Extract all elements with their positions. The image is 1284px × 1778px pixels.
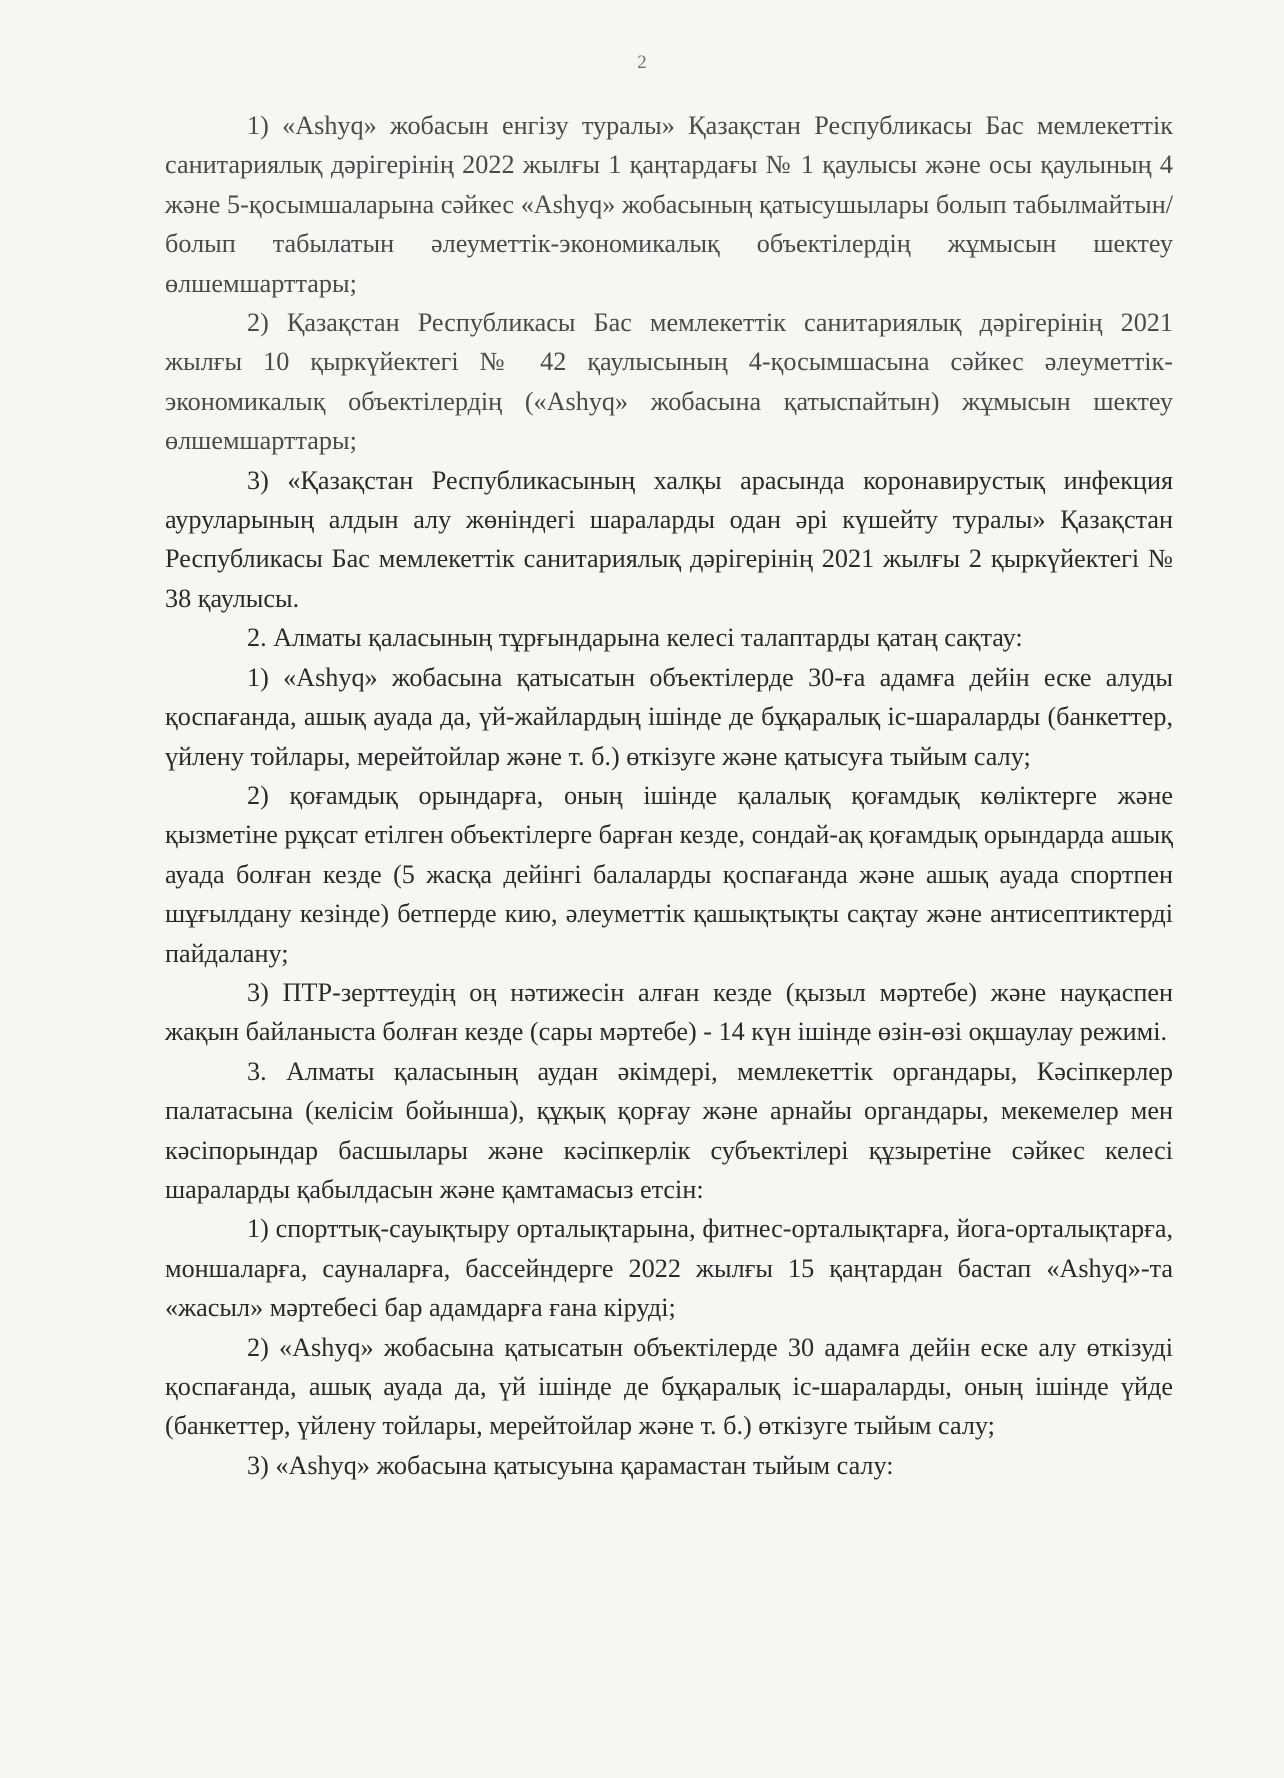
paragraph-mask-distance: 2) қоғамдық орындарға, оның ішінде қалалық қоғамдық көліктерге және қызметіне рұқсат етілген объектілерге барған кезде, сондай-ақ қоғамдық орындарда ашық ауада болған кезде (5 жасқа дейінгі балаларды қоспағанда және ашық ауада спортпен шұғылдану кезінде) бетперде кию, әлеуметтік қашықтықты сақтау және антисептиктерді пайдалану; <box>165 780 1173 968</box>
paragraph-home-events-ban: 2) «Ashyq» жобасына қатысатын объектілерде 30 адамға дейін еске алу өткізуді қоспағанда, ашық ауада да, үй ішінде де бұқаралық іс-шараларды, оның ішінде үйде (банкеттер, үйлену тойлары, мерейтойлар және т. б.) өткізуге тыйым салу; <box>165 1332 1173 1441</box>
paragraph-criteria-decree-42: 2) Қазақстан Республикасы Бас мемлекеттік санитариялық дәрігерінің 2021 жылғы 10 қыркүйектегі № 42 қаулысының 4-қосымшасына сәйкес әлеуметтік-экономикалық объектілердің («Ashyq» жобасына қатыспайтын) жұмысын шектеу өлшемшарттары; <box>165 308 1173 456</box>
document-body <box>165 106 1173 1485</box>
paragraph-criteria-ashyq: 1) «Ashyq» жобасын енгізу туралы» Қазақстан Республикасы Бас мемлекеттік санитариялық дәрігерінің 2022 жылғы 1 қаңтардағы № 1 қаулысы және осы қаулының 4 және 5-қосымшаларына сәйкес «Ashyq» жобасының қатысушылары болып табылмайтын/болып табылатын әлеуметтік-экономикалық объектілердің жұмысын шектеу өлшемшарттары; <box>165 111 1173 298</box>
page-number: 2 <box>637 52 647 73</box>
paragraph-ban-regardless: 3) «Ashyq» жобасына қатысуына қарамастан тыйым салу: <box>247 1450 894 1480</box>
paragraph-decree-38: 3) «Қазақстан Республикасының халқы арасында коронавирустық инфекция ауруларының алдын алу жөніндегі шараларды одан әрі күшейту туралы» Қазақстан Республикасы Бас мемлекеттік санитариялық дәрігерінің 2021 жылғы 2 қыркүйектегі № 38 қаулысы. <box>165 465 1173 613</box>
paragraph-section-2-heading: 2. Алматы қаласының тұрғындарына келесі талаптарды қатаң сақтау: <box>247 623 1023 653</box>
paragraph-section-3-heading: 3. Алматы қаласының аудан әкімдері, мемлекеттік органдары, Кәсіпкерлер палатасына (келісім бойынша), құқық қорғау және арнайы органдары, мекемелер мен кәсіпорындар басшылары және кәсіпкерлік субъектілері құзыретіне сәйкес келесі шараларды қабылдасын және қамтамасыз етсін: <box>165 1056 1173 1204</box>
paragraph-mass-events-ban: 1) «Ashyq» жобасына қатысатын объектілерде 30-ға адамға дейін еске алуды қоспағанда, ашық ауада да, үй-жайлардың ішінде де бұқаралық іс-шараларды (банкеттер, үйлену тойлары, мерейтойлар және т. б.) өткізуге және қатысуға тыйым салу; <box>165 662 1173 771</box>
paragraph-sports-centers: 1) спорттық-сауықтыру орталықтарына, фитнес-орталықтарға, йога-орталықтарға, моншаларға, сауналарға, бассейндерге 2022 жылғы 15 қаңтардан бастап «Ashyq»-та «жасыл» мәртебесі бар адамдарға ғана кіруді; <box>165 1214 1173 1323</box>
paragraph-self-isolation: 3) ПТР-зерттеудің оң нәтижесін алған кезде (қызыл мәртебе) және науқаспен жақын байланыста болған кезде (сары мәртебе) - 14 күн ішінде өзін-өзі оқшаулау режимі. <box>165 977 1173 1047</box>
